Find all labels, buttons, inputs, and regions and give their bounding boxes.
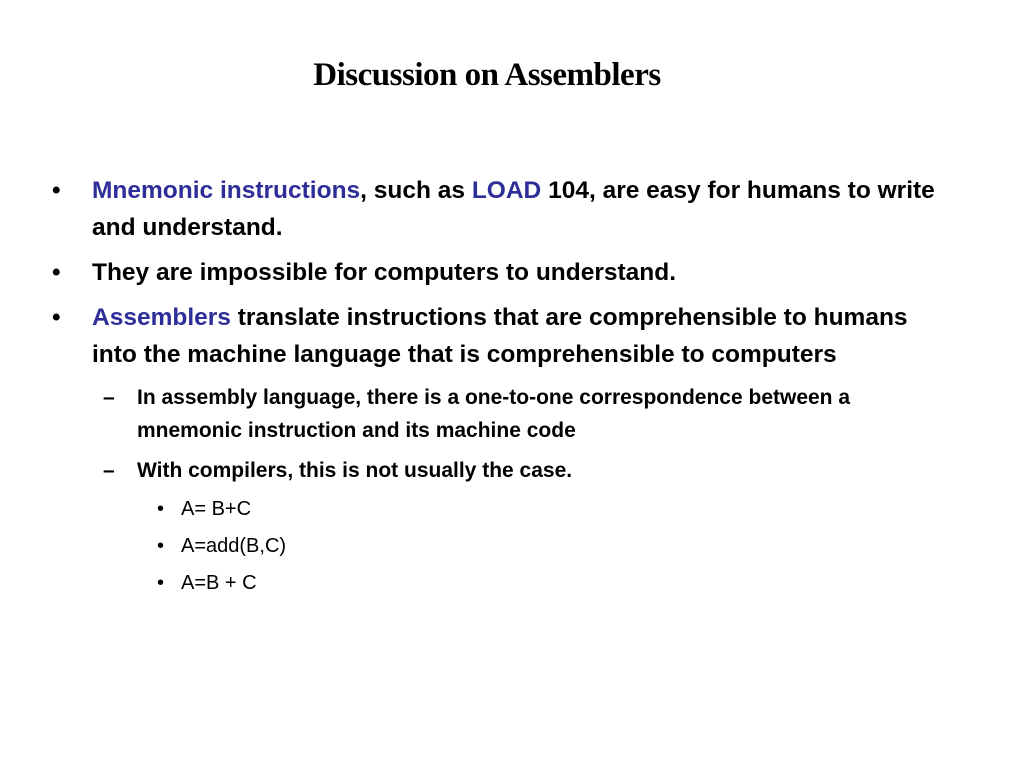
sub-bullet-marker: –	[103, 386, 115, 409]
bullet-impossible-for-computers	[52, 254, 958, 291]
term-mnemonic-instructions: Mnemonic instructions	[92, 177, 361, 204]
example-text: A=B + C	[181, 572, 257, 594]
sub-bullet-marker: –	[103, 459, 115, 482]
example-text: A=add(B,C)	[181, 535, 287, 557]
bullet-text: 104, are easy for humans to write and understand.	[92, 177, 935, 241]
bullet-assemblers	[52, 299, 958, 373]
term-assemblers: Assemblers	[92, 304, 231, 331]
bullet-text: They are impossible for computers to understand.	[92, 259, 677, 286]
example-item	[157, 568, 1024, 598]
example-marker: •	[157, 535, 165, 557]
example-marker: •	[157, 498, 165, 520]
slide-content	[0, 172, 1024, 605]
slide-title: Discussion on Assemblers	[313, 57, 661, 93]
sub-bullet-assembly-language	[103, 381, 927, 447]
term-load: LOAD	[471, 177, 542, 204]
example-marker: •	[157, 572, 165, 594]
example-item	[157, 494, 1024, 524]
bullet-text: translate instructions that are comprehensible to humans into the machine language that is comprehensible to computers	[92, 304, 908, 368]
sub-bullet-compilers	[103, 454, 927, 487]
sub-bullet-text: With compilers, this is not usually the case.	[137, 459, 573, 482]
example-text: A= B+C	[181, 498, 252, 520]
bullet-mnemonic-instructions	[52, 172, 958, 246]
bullet-marker: •	[52, 259, 61, 286]
bullet-text: , such as	[360, 177, 472, 204]
bullet-marker: •	[52, 304, 61, 331]
bullet-marker: •	[52, 177, 61, 204]
sub-bullet-text: In assembly language, there is a one-to-one correspondence between a mnemonic instruction and its machine code	[137, 386, 851, 442]
example-item	[157, 531, 1024, 561]
